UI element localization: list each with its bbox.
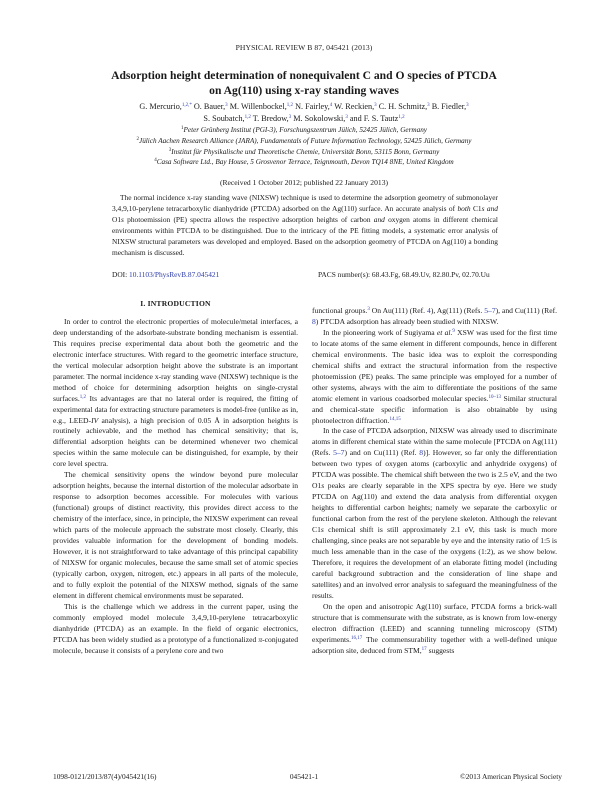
author: N. Fairley,$^4$ (295, 102, 333, 111)
affiliation: $^1$Peter Grünberg Institut (PGI-3), Forschungszentrum Jülich, 52425 Jülich, Germany (181, 126, 427, 134)
citation-ref[interactable]: 17 (421, 646, 427, 652)
affiliation-ref[interactable]: 3 (374, 103, 377, 108)
title-line-2: on Ag(110) using x-ray standing waves (209, 84, 399, 97)
paper-title (0, 68, 608, 98)
footer-issn: 1098-0121/2013/87(4)/045421(16) (53, 772, 157, 781)
author: W. Reckien,$^3$ (334, 102, 377, 111)
affiliation-ref[interactable]: 1,2 (244, 114, 251, 120)
paragraph: In the pioneering work of Sugiyama et al.$^9$ XSW was used for the first time to locate atoms of the same element in different compounds, hence in different chemical environments. The basic idea was to exploit the corresponding chemical shifts and extract the structural information from the respective photoemission (PE) peaks. The same principle was employed for a number of other systems, always with the aim to differentiate the positions of the same atomic element in various coadsorbed molecular species.$^{10-13}$ Similar structural and chemical-state specific information is also obtainable by using photoelectron diffraction.$^{14,15}$ (312, 327, 557, 425)
author: C. H. Schmitz,$^3$ (378, 102, 430, 111)
affiliation-ref[interactable]: 1,2,* (181, 103, 192, 108)
right-column (312, 306, 557, 657)
affiliation: $^2$Jülich Aachen Research Alliance (JARA), Fundamentals of Future Information Technology, 52425 Jülich, Germany (136, 136, 472, 145)
affiliation-ref[interactable]: 1,2 (398, 114, 405, 120)
doi-label: DOI: (112, 270, 130, 279)
author: T. Bredow,$^3$ (252, 113, 292, 123)
journal-header: PHYSICAL REVIEW B 87, 045421 (2013) (235, 43, 373, 52)
author: M. Willenbockel,$^{1,2}$ (229, 102, 294, 111)
citation-ref[interactable]: 8 (419, 448, 424, 458)
affiliation-ref[interactable]: 3 (225, 103, 228, 108)
doi-link[interactable]: 10.1103/PhysRevB.87.045421 (129, 270, 220, 279)
received-dates: (Received 1 October 2012; published 22 January 2013) (219, 178, 389, 187)
author: M. Sokolowski,$^3$ (293, 113, 348, 123)
paragraph: This is the challenge which we address in the current paper, using the commonly employed model molecule 3,4,9,10-perylene tetracarboxylic dianhydride (PTCDA) as an example. In the field of organic electronics, PTCDA has been widely studied as a prototype of a functionalized π-conjugated molecule, because it consists of a perylene core and two (53, 601, 298, 655)
author: B. Fiedler,$^3$ (431, 102, 469, 111)
affiliation: $^3$Institut für Physikalische und Theoretische Chemie, Universität Bonn, 53115 Bonn, Germany (168, 147, 440, 156)
citation-ref[interactable]: 14,15 (389, 416, 401, 422)
pacs-numbers: PACS number(s): 68.43.Fg, 68.49.Uv, 82.80.Pv, 02.70.Uu (318, 270, 490, 279)
citation-ref[interactable]: 5–7 (333, 448, 345, 458)
citation-ref[interactable]: 1,2 (79, 394, 87, 400)
affiliation-ref[interactable]: 3 (345, 114, 348, 120)
paragraph: On the open and anisotropic Ag(110) surface, PTCDA forms a brick-wall structure that is commensurate with the substrate, as is known from low-energy electron diffraction (LEED) and scanning tunneling microscopy (STM) experiments.$^{16,17}$ The commensurability together with a well-defined unique adsorption site, deduced from STM,$^{17}$ suggests (312, 601, 557, 655)
section-heading: I. INTRODUCTION (140, 299, 211, 308)
title-line-1: Adsorption height determination of nonequivalent C and O species of PTCDA (111, 69, 497, 82)
abstract: The normal incidence x-ray standing wave (NIXSW) technique is used to determine the adsorption geometry of submonolayer 3,4,9,10-perylene tetracarboxylic dianhydride (PTCDA) adsorbed on the Ag(110) surface. An accurate analysis of both C1s and O1s photoemission (PE) spectra allows the respective adsorption heights of carbon and oxygen atoms in different chemical environments within PTCDA to be distinguished. Due to the intricacy of the PE fitting models, a systematic error analysis of NIXSW structural parameters was developed and employed. Based on the adsorption geometry of PTCDA on Ag(110) a bonding mechanism is discussed. (112, 193, 498, 257)
affiliation-ref[interactable]: 1,2 (286, 103, 294, 108)
footer-copyright: ©2013 American Physical Society (460, 772, 562, 781)
affiliation-ref[interactable]: 3 (427, 103, 430, 108)
author: and F. S. Tautz$^{1,2}$ (349, 113, 405, 123)
paragraph: The chemical sensitivity opens the window beyond pure molecular adsorption heights, because the internal distortion of the molecular adsorbate in response to adsorption becomes accessible. For molecules with various (functional) groups of distinct reactivity, this provides direct access to the chemistry of the interface, since, in principle, the NIXSW experiment can reveal which parts of the molecule approach the substrate most closely. Clearly, this provides valuable information for the development of bonding models. However, it is not straightforward to take advantage of this principal capability of NIXSW for organic molecules, because the same small set of atomic species (typically carbon, oxygen, nitrogen, etc.) appears in all parts of the molecule, and to fully exploit the potential of the NIXSW method, signals of the same element in different chemical environments must be separated. (53, 470, 298, 600)
left-column (53, 299, 298, 657)
affiliation-ref[interactable]: 3 (288, 114, 292, 120)
footer-page-number: 045421-1 (289, 772, 319, 781)
paragraph: In the case of PTCDA adsorption, NIXSW was already used to discriminate atoms in different chemical state within the same molecule [PTCDA on Ag(111) (Refs. 5–7) and on Cu(111) (Ref. 8)]. However, so far only the differentiation between two types of oxygen atoms (carboxylic and anhydride oxygens) of PTCDA was possible. The chemical shift between the two is 2.5 eV, and the two O1s peaks are clearly separable in the XPS spectra by eye. Here we study PTCDA on Ag(110) and extend the data analysis from differential oxygen heights to differential carbon heights; namely we separate the carboxylic or functional carbon from the rest of the perylene skeleton. Although the relevant C1s chemical shift is still approximately 2.1 eV, this task is much more challenging, since peaks are not separable by eye and the intensity ratio of 1:5 is much less amenable than in the case of the oxygens (1:2), as we show below. Therefore, it requires the development of an elaborate fitting model (including careful background subtraction and the consideration of line shape and satellites) and an involved error analysis to safeguard the meaningfulness of the results. (312, 426, 558, 600)
paragraph: functional groups.$^3$ On Au(111) (Ref. 4), Ag(111) (Refs. 5–7), and Cu(111) (Ref. 8) PTCDA adsorption has already been studied with NIXSW. (312, 306, 557, 326)
affiliation: $^4$Casa Software Ltd., Bay House, 5 Grosvenor Terrace, Teignmouth, Devon TQ14 8NE, United Kingdom (154, 158, 454, 167)
paragraph: In order to control the electronic properties of molecule/metal interfaces, a deep understanding of the adsorbate-substrate bonding mechanism is essential. This requires precise experimental data about both the geometric and the electronic interface structures. With regard to the geometric interface structure, the vertical molecular adsorption height above the substrate is an important parameter. The normal incidence x-ray standing wave (NIXSW) technique is the method of choice for determining adsorption heights on single-crystal surfaces.$^{1,2}$ Its advantages are that no lateral order is required, the fitting of experimental data for extracting structure parameters is model-free (unlike as in, e.g., LEED-IV analysis), a high precision of 0.05 Å in adsorption heights is routinely achievable, and the method has chemical sensitivity; that is, differential adsorption heights can be determined whenever two chemical species within the same molecule can be distinguished, for example, by their core level spectra. (53, 316, 298, 469)
citation-ref[interactable]: 4 (427, 306, 431, 315)
author-list (40, 101, 568, 124)
citation-ref[interactable]: 5–7 (484, 306, 496, 315)
citation-ref[interactable]: 10–13 (488, 394, 502, 400)
affiliation-ref[interactable]: 4 (329, 103, 333, 108)
citation-ref[interactable]: 3 (367, 307, 370, 312)
affiliation-list (30, 125, 578, 168)
doi-pacs-line (112, 270, 498, 279)
citation-ref[interactable]: 8 (312, 316, 316, 326)
author: S. Soubatch,$^{1,2}$ (203, 113, 251, 123)
author: G. Mercurio,$^{1,2,*}$ (139, 102, 192, 111)
citation-ref[interactable]: 16,17 (351, 635, 363, 641)
affiliation-ref[interactable]: 3 (466, 103, 469, 108)
author: O. Bauer,$^3$ (193, 102, 228, 111)
citation-ref[interactable]: 9 (452, 328, 455, 334)
